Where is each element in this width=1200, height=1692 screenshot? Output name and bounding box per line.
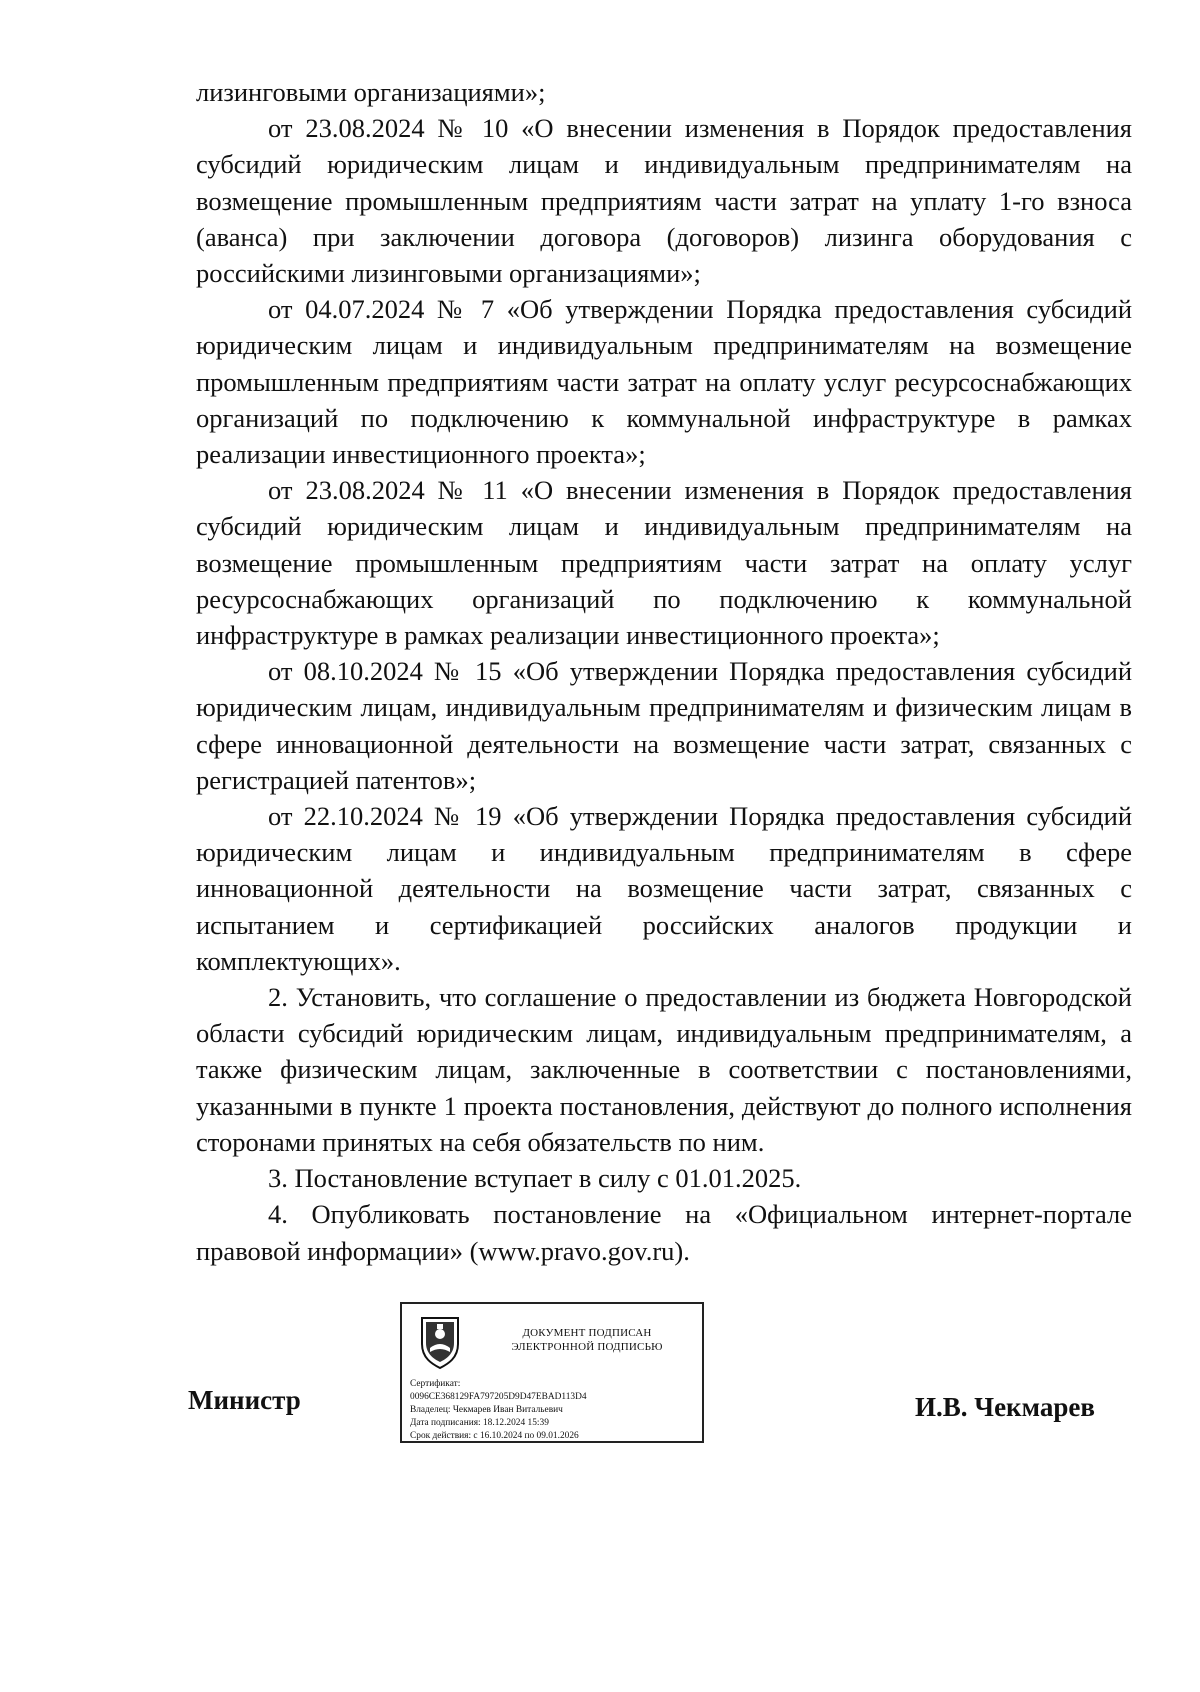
paragraph-resolution-11: от 23.08.2024 № 11 «О внесении изменения в Порядок предоставления субсидий юридическим лицам и индивидуальным предпринимателям на возмещение промышленным предприятиям части затрат на оплату услуг ресурсоснабжающих организаций по подключению к коммунальной инфраструктуре в рамках реализации инвестиционного проекта»; <box>196 475 1132 651</box>
stamp-signed-date: Дата подписания: 18.12.2024 15:39 <box>410 1418 549 1428</box>
paragraph-item-2: 2. Установить, что соглашение о предоставлении из бюджета Новгородской области субсидий юридическим лицам, индивидуальным предпринимателям, а также физическим лицам, заключенные в соответствии с постановлениями, указанными в пункте 1 проекта постановления, действуют до полного исполнения сторонами принятых на себя обязательств по ним. <box>196 982 1132 1157</box>
electronic-signature-stamp <box>400 1302 704 1443</box>
stamp-serial-label: Сертификат: <box>410 1379 461 1389</box>
stamp-validity: Срок действия: с 16.10.2024 по 09.01.2026 <box>410 1431 579 1441</box>
stamp-serial-value: 0096CE368129FA797205D9D47EBAD113D4 <box>410 1392 587 1402</box>
signer-title: Министр <box>188 1385 301 1415</box>
paragraph-item-3: 3. Постановление вступает в силу с 01.01.2025. <box>268 1163 802 1194</box>
stamp-details <box>410 1378 700 1443</box>
stamp-owner: Владелец: Чекмарев Иван Витальевич <box>410 1405 563 1415</box>
paragraph-resolution-19: от 22.10.2024 № 19 «Об утверждении Порядка предоставления субсидий юридическим лицам и индивидуальным предпринимателям в сфере инновационной деятельности на возмещение части затрат, связанных с испытанием и сертификацией российских аналогов продукции и комплектующих». <box>196 801 1132 976</box>
signer-name: И.В. Чекмарев <box>915 1392 1095 1422</box>
paragraph-resolution-7: от 04.07.2024 № 7 «Об утверждении Порядка предоставления субсидий юридическим лицам и индивидуальным предпринимателям на возмещение промышленным предприятиям части затрат на оплату услуг ресурсоснабжающих организаций по подключению к коммунальной инфраструктуре в рамках реализации инвестиционного проекта»; <box>196 294 1132 470</box>
coat-of-arms-icon <box>416 1314 464 1370</box>
document-body <box>196 74 1132 1269</box>
signature-block <box>0 1300 1200 1500</box>
stamp-header <box>482 1326 692 1354</box>
paragraph-continuation: лизинговыми организациями»; <box>196 77 546 107</box>
paragraph-item-4: 4. Опубликовать постановление на «Официальном интернет-портале правовой информации» (www.pravo.gov.ru). <box>196 1199 1132 1266</box>
stamp-header-line2: ЭЛЕКТРОННОЙ ПОДПИСЬЮ <box>511 1341 663 1353</box>
stamp-header-line1: ДОКУМЕНТ ПОДПИСАН <box>522 1327 652 1339</box>
paragraph-resolution-10: от 23.08.2024 № 10 «О внесении изменения в Порядок предоставления субсидий юридическим лицам и индивидуальным предпринимателям на возмещение промышленным предприятиям части затрат на уплату 1-го взноса (аванса) при заключении договора (договоров) лизинга оборудования с российскими лизинговыми организациями»; <box>196 113 1132 289</box>
paragraph-resolution-15: от 08.10.2024 № 15 «Об утверждении Порядка предоставления субсидий юридическим лицам, индивидуальным предпринимателям и физическим лицам в сфере инновационной деятельности на возмещение части затрат, связанных с регистрацией патентов»; <box>196 656 1132 795</box>
